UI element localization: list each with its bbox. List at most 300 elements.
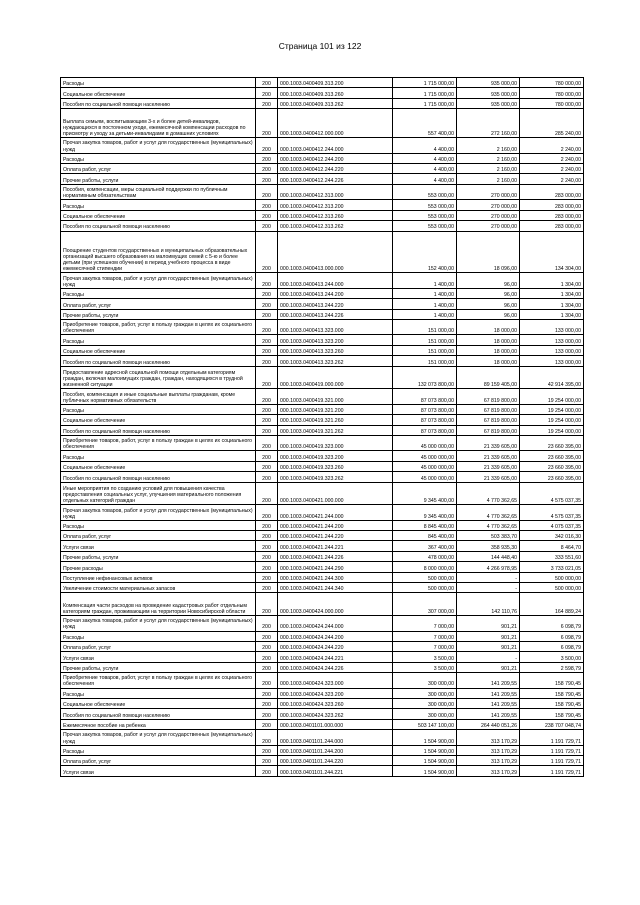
row-name-cell: Пособия по социальной помощи населению (61, 221, 256, 231)
row-approved-cell: 553 000,00 (393, 221, 457, 231)
row-remaining-cell: 4 575 037,35 (520, 482, 584, 505)
row-executed-cell: 67 819 800,00 (457, 425, 520, 435)
table-row (61, 688, 584, 698)
row-approved-cell: 300 000,00 (393, 698, 457, 708)
row-kbk-cell: 000.1003.0400412.313.200 (278, 200, 393, 210)
row-code-cell: 200 (256, 583, 278, 593)
table-row (61, 78, 584, 88)
row-remaining-cell: 2 240,00 (520, 138, 584, 154)
row-name-cell: Прочая закупка товаров, работ и услуг для государственных (муниципальных) нужд (61, 138, 256, 154)
row-remaining-cell: 238 707 048,74 (520, 719, 584, 729)
row-name-cell: Оплата работ, услуг (61, 164, 256, 174)
row-kbk-cell: 000.1003.0401101.244.200 (278, 745, 393, 755)
row-code-cell: 200 (256, 210, 278, 220)
row-code-cell: 200 (256, 756, 278, 766)
table-row (61, 730, 584, 746)
row-executed-cell: 18 000,00 (457, 356, 520, 366)
row-remaining-cell: 2 240,00 (520, 153, 584, 163)
row-executed-cell: 96,00 (457, 273, 520, 289)
row-executed-cell: 2 160,00 (457, 138, 520, 154)
row-executed-cell: 18 096,00 (457, 231, 520, 273)
row-kbk-cell: 000.1003.0400424.244.221 (278, 652, 393, 662)
row-code-cell: 200 (256, 572, 278, 582)
row-remaining-cell: 6 098,79 (520, 641, 584, 651)
row-kbk-cell: 000.1003.0400413.244.220 (278, 299, 393, 309)
row-name-cell: Поступление нефинансовых активов (61, 572, 256, 582)
row-kbk-cell: 000.1003.0400412.244.000 (278, 138, 393, 154)
row-remaining-cell: 283 000,00 (520, 200, 584, 210)
row-kbk-cell: 000.1003.0400413.244.226 (278, 309, 393, 319)
table-row (61, 435, 584, 451)
row-approved-cell: 4 400,00 (393, 138, 457, 154)
row-kbk-cell: 000.1003.0400409.313.262 (278, 98, 393, 108)
row-kbk-cell: 000.1003.0400419.000.000 (278, 366, 393, 389)
row-approved-cell: 9 345 400,00 (393, 482, 457, 505)
table-row (61, 210, 584, 220)
table-row (61, 221, 584, 231)
row-code-cell: 200 (256, 389, 278, 405)
row-code-cell: 200 (256, 356, 278, 366)
row-kbk-cell: 000.1003.0400409.313.200 (278, 78, 393, 88)
row-approved-cell: 3 500,00 (393, 652, 457, 662)
row-remaining-cell: 1 304,00 (520, 299, 584, 309)
row-approved-cell: 4 400,00 (393, 153, 457, 163)
row-approved-cell: 151 000,00 (393, 345, 457, 355)
row-name-cell: Приобретение товаров, работ, услуг в пользу граждан в целях их социального обеспечения (61, 319, 256, 335)
table-row (61, 520, 584, 530)
row-remaining-cell: 133 000,00 (520, 356, 584, 366)
row-approved-cell: 1 715 000,00 (393, 78, 457, 88)
row-remaining-cell: 158 790,45 (520, 709, 584, 719)
row-remaining-cell: 1 191 729,71 (520, 766, 584, 776)
row-code-cell: 200 (256, 709, 278, 719)
row-executed-cell: 89 159 405,00 (457, 366, 520, 389)
table-row (61, 153, 584, 163)
row-name-cell: Ежемесячное пособие на ребенка (61, 719, 256, 729)
row-code-cell: 200 (256, 231, 278, 273)
row-code-cell: 200 (256, 482, 278, 505)
table-row (61, 231, 584, 273)
row-remaining-cell: 8 464,70 (520, 541, 584, 551)
row-approved-cell: 45 000 000,00 (393, 461, 457, 471)
row-code-cell: 200 (256, 766, 278, 776)
row-kbk-cell: 000.1003.0400421.244.221 (278, 541, 393, 551)
table-row (61, 766, 584, 776)
row-remaining-cell: 283 000,00 (520, 221, 584, 231)
row-executed-cell: 358 935,30 (457, 541, 520, 551)
row-remaining-cell: 283 000,00 (520, 184, 584, 200)
row-name-cell: Оплата работ, услуг (61, 531, 256, 541)
table-row (61, 505, 584, 521)
row-kbk-cell: 000.1003.0400419.321.260 (278, 415, 393, 425)
row-name-cell: Прочая закупка товаров, работ и услуг для государственных (муниципальных) нужд (61, 505, 256, 521)
row-name-cell: Прочие работы, услуги (61, 174, 256, 184)
row-approved-cell: 45 000 000,00 (393, 472, 457, 482)
row-name-cell: Расходы (61, 153, 256, 163)
table-row (61, 641, 584, 651)
row-executed-cell: 21 339 605,00 (457, 435, 520, 451)
table-row (61, 138, 584, 154)
row-kbk-cell: 000.1003.0400419.321.262 (278, 425, 393, 435)
row-approved-cell: 1 400,00 (393, 309, 457, 319)
row-code-cell: 200 (256, 531, 278, 541)
row-remaining-cell: 6 098,79 (520, 616, 584, 632)
row-remaining-cell: 3 733 021,05 (520, 562, 584, 572)
row-executed-cell: 67 819 800,00 (457, 415, 520, 425)
row-kbk-cell: 000.1003.0401101.244.220 (278, 756, 393, 766)
table-row (61, 98, 584, 108)
row-kbk-cell: 000.1003.0400421.244.200 (278, 520, 393, 530)
table-row (61, 309, 584, 319)
row-approved-cell: 8 000 000,00 (393, 562, 457, 572)
row-executed-cell: 67 819 800,00 (457, 404, 520, 414)
row-kbk-cell: 000.1003.0400412.244.200 (278, 153, 393, 163)
row-approved-cell: 7 000,00 (393, 641, 457, 651)
row-executed-cell: 503 383,70 (457, 531, 520, 541)
row-approved-cell: 503 147 100,00 (393, 719, 457, 729)
row-code-cell: 200 (256, 662, 278, 672)
row-remaining-cell: 780 000,00 (520, 78, 584, 88)
row-approved-cell: 553 000,00 (393, 210, 457, 220)
row-executed-cell: 264 440 051,26 (457, 719, 520, 729)
row-remaining-cell: 19 254 000,00 (520, 389, 584, 405)
row-kbk-cell: 000.1003.0400424.000.000 (278, 593, 393, 616)
row-executed-cell: 313 170,29 (457, 766, 520, 776)
row-executed-cell: 4 770 362,65 (457, 520, 520, 530)
row-executed-cell: 4 770 362,65 (457, 482, 520, 505)
row-approved-cell: 1 715 000,00 (393, 88, 457, 98)
row-code-cell: 200 (256, 366, 278, 389)
row-name-cell: Прочая закупка товаров, работ и услуг для государственных (муниципальных) нужд (61, 616, 256, 632)
row-executed-cell: 270 000,00 (457, 200, 520, 210)
row-kbk-cell: 000.1003.0400412.244.220 (278, 164, 393, 174)
row-approved-cell: 1 715 000,00 (393, 98, 457, 108)
row-remaining-cell: 2 240,00 (520, 164, 584, 174)
row-code-cell: 200 (256, 719, 278, 729)
table-row (61, 345, 584, 355)
row-approved-cell: 87 073 800,00 (393, 389, 457, 405)
row-code-cell: 200 (256, 221, 278, 231)
table-row (61, 482, 584, 505)
row-approved-cell: 1 400,00 (393, 299, 457, 309)
table-row (61, 583, 584, 593)
row-approved-cell: 300 000,00 (393, 688, 457, 698)
row-kbk-cell: 000.1003.0400412.313.262 (278, 221, 393, 231)
row-code-cell: 200 (256, 335, 278, 345)
page-header: Страница 101 из 122 (278, 41, 362, 51)
row-approved-cell: 1 400,00 (393, 273, 457, 289)
row-approved-cell: 845 400,00 (393, 531, 457, 541)
row-kbk-cell: 000.1003.0400413.323.000 (278, 319, 393, 335)
row-remaining-cell: 23 660 395,00 (520, 435, 584, 451)
row-kbk-cell: 000.1003.0400413.323.262 (278, 356, 393, 366)
row-name-cell: Предоставление адресной социальной помощи отдельным категориям граждан, включая малоимущих граждан, граждан, находящихся в трудной жизненной ситуации (61, 366, 256, 389)
row-approved-cell: 557 400,00 (393, 109, 457, 138)
table-row (61, 335, 584, 345)
table-row (61, 164, 584, 174)
row-name-cell: Пособия по социальной помощи населению (61, 472, 256, 482)
row-executed-cell: 2 160,00 (457, 153, 520, 163)
row-approved-cell: 1 504 900,00 (393, 730, 457, 746)
row-approved-cell: 300 000,00 (393, 673, 457, 689)
row-executed-cell: 67 819 800,00 (457, 389, 520, 405)
row-approved-cell: 45 000 000,00 (393, 451, 457, 461)
row-code-cell: 200 (256, 520, 278, 530)
row-approved-cell: 500 000,00 (393, 572, 457, 582)
row-name-cell: Оплата работ, услуг (61, 641, 256, 651)
row-kbk-cell: 000.1003.0400421.244.226 (278, 551, 393, 561)
row-code-cell: 200 (256, 730, 278, 746)
row-approved-cell: 1 504 900,00 (393, 766, 457, 776)
row-code-cell: 200 (256, 505, 278, 521)
row-executed-cell: 96,00 (457, 299, 520, 309)
row-approved-cell: 553 000,00 (393, 184, 457, 200)
row-kbk-cell: 000.1003.0400412.313.260 (278, 210, 393, 220)
row-executed-cell: 935 000,00 (457, 78, 520, 88)
row-kbk-cell: 000.1003.0400419.321.200 (278, 404, 393, 414)
row-kbk-cell: 000.1003.0400413.244.000 (278, 273, 393, 289)
row-executed-cell: 935 000,00 (457, 98, 520, 108)
row-code-cell: 200 (256, 745, 278, 755)
row-name-cell: Пособия по социальной помощи населению (61, 356, 256, 366)
row-approved-cell: 151 000,00 (393, 319, 457, 335)
row-executed-cell: 21 339 605,00 (457, 472, 520, 482)
row-approved-cell: 87 073 800,00 (393, 415, 457, 425)
row-name-cell: Расходы (61, 520, 256, 530)
row-kbk-cell: 000.1003.0401101.244.000 (278, 730, 393, 746)
row-code-cell: 200 (256, 184, 278, 200)
row-code-cell: 200 (256, 425, 278, 435)
table-row (61, 719, 584, 729)
row-remaining-cell: 3 500,00 (520, 652, 584, 662)
table-row (61, 551, 584, 561)
row-approved-cell: 7 000,00 (393, 616, 457, 632)
row-name-cell: Расходы (61, 288, 256, 298)
table-row (61, 88, 584, 98)
row-approved-cell: 151 000,00 (393, 335, 457, 345)
table-row (61, 745, 584, 755)
row-executed-cell: 313 170,29 (457, 745, 520, 755)
row-name-cell: Выплата семьям, воспитывающим 3-х и более детей-инвалидов, нуждающихся в постоянном уходе, ежемесячной компенсации расходов по присмотру и уходу за детьми-инвалидами в домашних условиях (61, 109, 256, 138)
row-name-cell: Расходы (61, 451, 256, 461)
row-executed-cell: 142 110,76 (457, 593, 520, 616)
table-row (61, 319, 584, 335)
row-kbk-cell: 000.1003.0400421.244.220 (278, 531, 393, 541)
row-name-cell: Расходы (61, 688, 256, 698)
row-name-cell: Приобретение товаров, работ, услуг в пользу граждан в целях их социального обеспечения (61, 435, 256, 451)
row-approved-cell: 152 400,00 (393, 231, 457, 273)
row-executed-cell: 18 000,00 (457, 345, 520, 355)
row-executed-cell: 21 339 605,00 (457, 451, 520, 461)
row-executed-cell: - (457, 652, 520, 662)
row-remaining-cell: 283 000,00 (520, 210, 584, 220)
row-name-cell: Пособия, компенсации, меры социальной поддержки по публичным нормативным обязательствам (61, 184, 256, 200)
table-row (61, 200, 584, 210)
table-row (61, 709, 584, 719)
row-name-cell: Расходы (61, 78, 256, 88)
row-name-cell: Пособия, компенсация и иные социальные выплаты гражданам, кроме публичных нормативных обязательств (61, 389, 256, 405)
row-kbk-cell: 000.1003.0401101.000.000 (278, 719, 393, 729)
row-remaining-cell: 19 254 000,00 (520, 404, 584, 414)
budget-table (60, 77, 584, 777)
row-remaining-cell: 1 304,00 (520, 288, 584, 298)
row-name-cell: Увеличение стоимости материальных запасов (61, 583, 256, 593)
row-kbk-cell: 000.1003.0400424.323.200 (278, 688, 393, 698)
row-approved-cell: 478 000,00 (393, 551, 457, 561)
row-kbk-cell: 000.1003.0400421.244.290 (278, 562, 393, 572)
table-row (61, 299, 584, 309)
table-row (61, 174, 584, 184)
row-kbk-cell: 000.1003.0400421.244.000 (278, 505, 393, 521)
row-name-cell: Прочие работы, услуги (61, 309, 256, 319)
table-row (61, 652, 584, 662)
row-name-cell: Приобретение товаров, работ, услуг в пользу граждан в целях их социального обеспечения (61, 673, 256, 689)
table-row (61, 616, 584, 632)
row-remaining-cell: 23 660 395,00 (520, 461, 584, 471)
row-code-cell: 200 (256, 404, 278, 414)
row-name-cell: Расходы (61, 200, 256, 210)
row-remaining-cell: 4 575 037,35 (520, 505, 584, 521)
row-remaining-cell: 4 075 037,35 (520, 520, 584, 530)
row-code-cell: 200 (256, 164, 278, 174)
row-approved-cell: 9 345 400,00 (393, 505, 457, 521)
table-row (61, 562, 584, 572)
row-remaining-cell: 333 551,60 (520, 551, 584, 561)
row-code-cell: 200 (256, 174, 278, 184)
row-executed-cell: 4 770 362,65 (457, 505, 520, 521)
row-kbk-cell: 000.1003.0400419.323.200 (278, 451, 393, 461)
row-remaining-cell: 2 598,79 (520, 662, 584, 672)
row-remaining-cell: 342 016,30 (520, 531, 584, 541)
row-executed-cell: 901,21 (457, 631, 520, 641)
row-kbk-cell: 000.1003.0400419.321.000 (278, 389, 393, 405)
row-executed-cell: 313 170,29 (457, 730, 520, 746)
row-executed-cell: 141 209,55 (457, 698, 520, 708)
row-kbk-cell: 000.1003.0400424.323.000 (278, 673, 393, 689)
row-name-cell: Социальное обеспечение (61, 415, 256, 425)
row-remaining-cell: 164 889,24 (520, 593, 584, 616)
row-code-cell: 200 (256, 309, 278, 319)
row-remaining-cell: 1 191 729,71 (520, 756, 584, 766)
row-kbk-cell: 000.1003.0400412.313.000 (278, 184, 393, 200)
row-name-cell: Социальное обеспечение (61, 698, 256, 708)
table-row (61, 109, 584, 138)
table-row (61, 356, 584, 366)
row-remaining-cell: 780 000,00 (520, 88, 584, 98)
table-row (61, 673, 584, 689)
row-kbk-cell: 000.1003.0400424.244.220 (278, 641, 393, 651)
row-executed-cell: 272 160,00 (457, 109, 520, 138)
row-code-cell: 200 (256, 673, 278, 689)
row-remaining-cell: 158 790,45 (520, 698, 584, 708)
row-approved-cell: 307 000,00 (393, 593, 457, 616)
row-code-cell: 200 (256, 472, 278, 482)
row-name-cell: Социальное обеспечение (61, 210, 256, 220)
row-name-cell: Социальное обеспечение (61, 88, 256, 98)
row-code-cell: 200 (256, 562, 278, 572)
row-remaining-cell: 1 191 729,71 (520, 730, 584, 746)
row-code-cell: 200 (256, 541, 278, 551)
row-code-cell: 200 (256, 593, 278, 616)
table-row (61, 451, 584, 461)
row-kbk-cell: 000.1003.0400409.313.260 (278, 88, 393, 98)
row-approved-cell: 1 504 900,00 (393, 756, 457, 766)
row-approved-cell: 3 500,00 (393, 662, 457, 672)
table-row (61, 461, 584, 471)
row-kbk-cell: 000.1003.0400424.244.000 (278, 616, 393, 632)
row-code-cell: 200 (256, 299, 278, 309)
row-code-cell: 200 (256, 641, 278, 651)
row-remaining-cell: 23 660 395,00 (520, 472, 584, 482)
row-code-cell: 200 (256, 435, 278, 451)
row-remaining-cell: 134 304,00 (520, 231, 584, 273)
row-executed-cell: 313 170,29 (457, 756, 520, 766)
table-row (61, 756, 584, 766)
row-approved-cell: 45 000 000,00 (393, 435, 457, 451)
row-remaining-cell: 19 254 000,00 (520, 425, 584, 435)
row-name-cell: Пособия по социальной помощи населению (61, 709, 256, 719)
row-name-cell: Прочие работы, услуги (61, 551, 256, 561)
row-remaining-cell: 158 790,45 (520, 673, 584, 689)
row-executed-cell: 141 209,55 (457, 688, 520, 698)
table-row (61, 593, 584, 616)
row-code-cell: 200 (256, 698, 278, 708)
row-executed-cell: 935 000,00 (457, 88, 520, 98)
row-name-cell: Пособия по социальной помощи населению (61, 98, 256, 108)
row-code-cell: 200 (256, 138, 278, 154)
row-executed-cell: 901,21 (457, 662, 520, 672)
row-remaining-cell: 6 098,79 (520, 631, 584, 641)
row-kbk-cell: 000.1003.0400413.323.260 (278, 345, 393, 355)
row-kbk-cell: 000.1003.0400413.244.200 (278, 288, 393, 298)
budget-table-body (61, 78, 584, 777)
row-name-cell: Прочая закупка товаров, работ и услуг для государственных (муниципальных) нужд (61, 273, 256, 289)
row-approved-cell: 4 400,00 (393, 174, 457, 184)
row-executed-cell: 901,21 (457, 641, 520, 651)
row-executed-cell: 4 266 978,95 (457, 562, 520, 572)
row-code-cell: 200 (256, 688, 278, 698)
row-code-cell: 200 (256, 200, 278, 210)
row-remaining-cell: 133 000,00 (520, 319, 584, 335)
row-approved-cell: 87 073 800,00 (393, 404, 457, 414)
table-row (61, 425, 584, 435)
row-approved-cell: 500 000,00 (393, 583, 457, 593)
row-code-cell: 200 (256, 415, 278, 425)
row-code-cell: 200 (256, 461, 278, 471)
row-remaining-cell: 500 000,00 (520, 572, 584, 582)
row-kbk-cell: 000.1003.0400419.323.000 (278, 435, 393, 451)
table-row (61, 273, 584, 289)
row-kbk-cell: 000.1003.0400424.323.260 (278, 698, 393, 708)
row-kbk-cell: 000.1003.0400424.244.200 (278, 631, 393, 641)
row-code-cell: 200 (256, 631, 278, 641)
row-executed-cell: 96,00 (457, 288, 520, 298)
row-name-cell: Прочие работы, услуги (61, 662, 256, 672)
row-name-cell: Прочие расходы (61, 562, 256, 572)
row-code-cell: 200 (256, 273, 278, 289)
row-remaining-cell: 1 304,00 (520, 309, 584, 319)
row-kbk-cell: 000.1003.0400419.323.262 (278, 472, 393, 482)
row-approved-cell: 553 000,00 (393, 200, 457, 210)
row-executed-cell: 901,21 (457, 616, 520, 632)
row-approved-cell: 1 400,00 (393, 288, 457, 298)
row-name-cell: Поощрение студентов государственных и муниципальных образовательных организаций высшего образования из малоимущих семей с 5-ю и более детьми (при успешном обучении) в период учебного процесса в виде ежемесячной стипендии (61, 231, 256, 273)
row-remaining-cell: 1 191 729,71 (520, 745, 584, 755)
row-code-cell: 200 (256, 616, 278, 632)
row-kbk-cell: 000.1003.0400424.323.262 (278, 709, 393, 719)
table-row (61, 662, 584, 672)
row-executed-cell: 2 160,00 (457, 174, 520, 184)
